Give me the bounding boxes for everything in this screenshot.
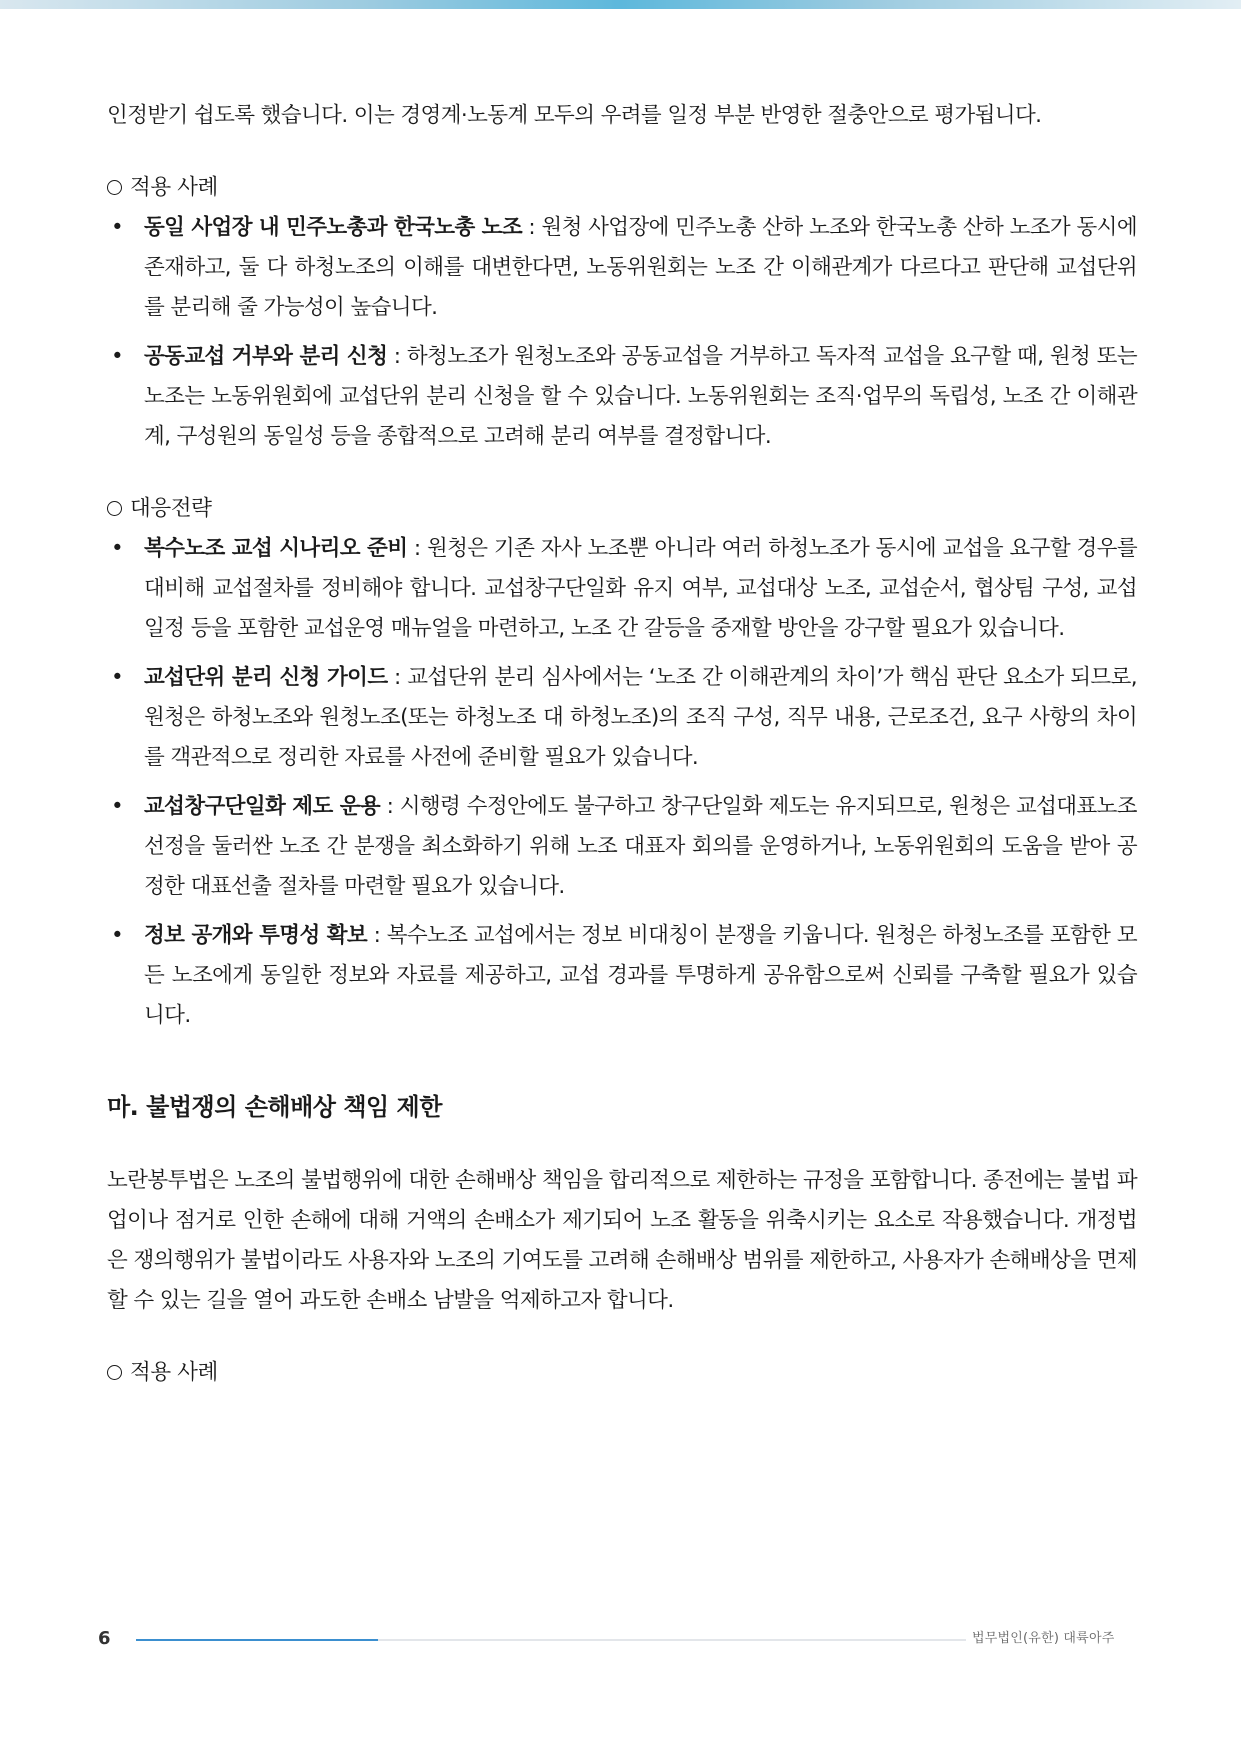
top-decorative-bar [0,0,1241,9]
list-item-text: : 시행령 수정안에도 불구하고 창구단일화 제도는 유지되므로, 원청은 교섭대표노조 선정을 둘러싼 노조 간 분쟁을 최소화하기 위해 노조 대표자 회의를 운영하거나, 노동위원회의 도움을 받아 공정한 대표선출 절차를 마련할 필요가 있습니다. [144,794,1137,899]
list-item [107,787,1137,907]
list-item [107,916,1137,1036]
section-heading-label: 적용 사례 [130,1360,218,1385]
section-heading-strategy [107,489,1137,529]
circle-icon [107,1365,122,1380]
circle-icon [107,180,122,195]
cases-list-1 [107,208,1137,457]
list-item-title: 교섭창구단일화 제도 운용 [144,794,381,819]
list-item-text: : 복수노조 교섭에서는 정보 비대칭이 분쟁을 키웁니다. 원청은 하청노조를 포함한 모든 노조에게 동일한 정보와 자료를 제공하고, 교섭 경과를 투명하게 공유함으로써 신뢰를 구축할 필요가 있습니다. [144,923,1137,1028]
list-item-text: : 원청은 기존 자사 노조뿐 아니라 여러 하청노조가 동시에 교섭을 요구할 경우를 대비해 교섭절차를 정비해야 합니다. 교섭창구단일화 유지 여부, 교섭대상 노조, 교섭순서, 협상팀 구성, 교섭일정 등을 포함한 교섭운영 매뉴얼을 마련하고, 노조 간 갈등을 중재할 방안을 강구할 필요가 있습니다. [144,536,1137,641]
footer-accent-line [136,1639,378,1641]
circle-icon [107,501,122,516]
bullet-icon: • [111,923,124,948]
strategy-list [107,529,1137,1036]
list-item [107,208,1137,328]
firm-name: 법무법인(유한) 대륙아주 [972,1631,1115,1646]
list-item-title: 복수노조 교섭 시나리오 준비 [144,536,408,561]
page-content [107,96,1137,1393]
section-heading-cases-1 [107,168,1137,208]
list-item-title: 동일 사업장 내 민주노총과 한국노총 노조 [144,215,523,240]
list-item-text: : 하청노조가 원청노조와 공동교섭을 거부하고 독자적 교섭을 요구할 때, 원청 또는 노조는 노동위원회에 교섭단위 분리 신청을 할 수 있습니다. 노동위원회는 조직·업무의 독립성, 노조 간 이해관계, 구성원의 동일성 등을 종합적으로 고려해 분리 여부를 결정합니다. [144,344,1138,449]
section-heading-cases-2 [107,1353,1137,1393]
section-title-damages: 마. 불법쟁의 손해배상 책임 제한 [107,1093,442,1121]
bullet-icon: • [111,344,124,369]
list-item [107,529,1137,649]
list-item [107,337,1137,457]
list-item-title: 교섭단위 분리 신청 가이드 [144,665,388,690]
bullet-icon: • [111,215,124,240]
list-item-text: : 원청 사업장에 민주노총 산하 노조와 한국노총 산하 노조가 동시에 존재하고, 둘 다 하청노조의 이해를 대변한다면, 노동위원회는 노조 간 이해관계가 다르다고 판단해 교섭단위를 분리해 줄 가능성이 높습니다. [144,215,1137,320]
list-item [107,658,1137,778]
bullet-icon: • [111,665,124,690]
intro-paragraph: 인정받기 쉽도록 했습니다. 이는 경영계·노동계 모두의 우려를 일정 부분 반영한 절충안으로 평가됩니다. [107,103,1042,128]
page-footer [0,1624,1241,1654]
list-item-title: 정보 공개와 투명성 확보 [144,923,368,948]
list-item-text: : 교섭단위 분리 심사에서는 ‘노조 간 이해관계의 차이’가 핵심 판단 요소가 되므로, 원청은 하청노조와 원청노조(또는 하청노조 대 하청노조)의 조직 구성, 직무 내용, 근로조건, 요구 사항의 차이를 객관적으로 정리한 자료를 사전에 준비할 필요가 있습니다. [144,665,1137,770]
page-number: 6 [98,1628,111,1649]
damages-body-paragraph: 노란봉투법은 노조의 불법행위에 대한 손해배상 책임을 합리적으로 제한하는 규정을 포함합니다. 종전에는 불법 파업이나 점거로 인한 손해에 대해 거액의 손배소가 제기되어 노조 활동을 위축시키는 요소로 작용했습니다. 개정법은 쟁의행위가 불법이라도 사용자와 노조의 기여도를 고려해 손해배상 범위를 제한하고, 사용자가 손해배상을 면제할 수 있는 길을 열어 과도한 손배소 남발을 억제하고자 합니다. [107,1168,1137,1313]
bullet-icon: • [111,794,124,819]
section-heading-label: 적용 사례 [130,175,218,200]
section-heading-label: 대응전략 [130,496,212,521]
bullet-icon: • [111,536,124,561]
list-item-title: 공동교섭 거부와 분리 신청 [144,344,388,369]
